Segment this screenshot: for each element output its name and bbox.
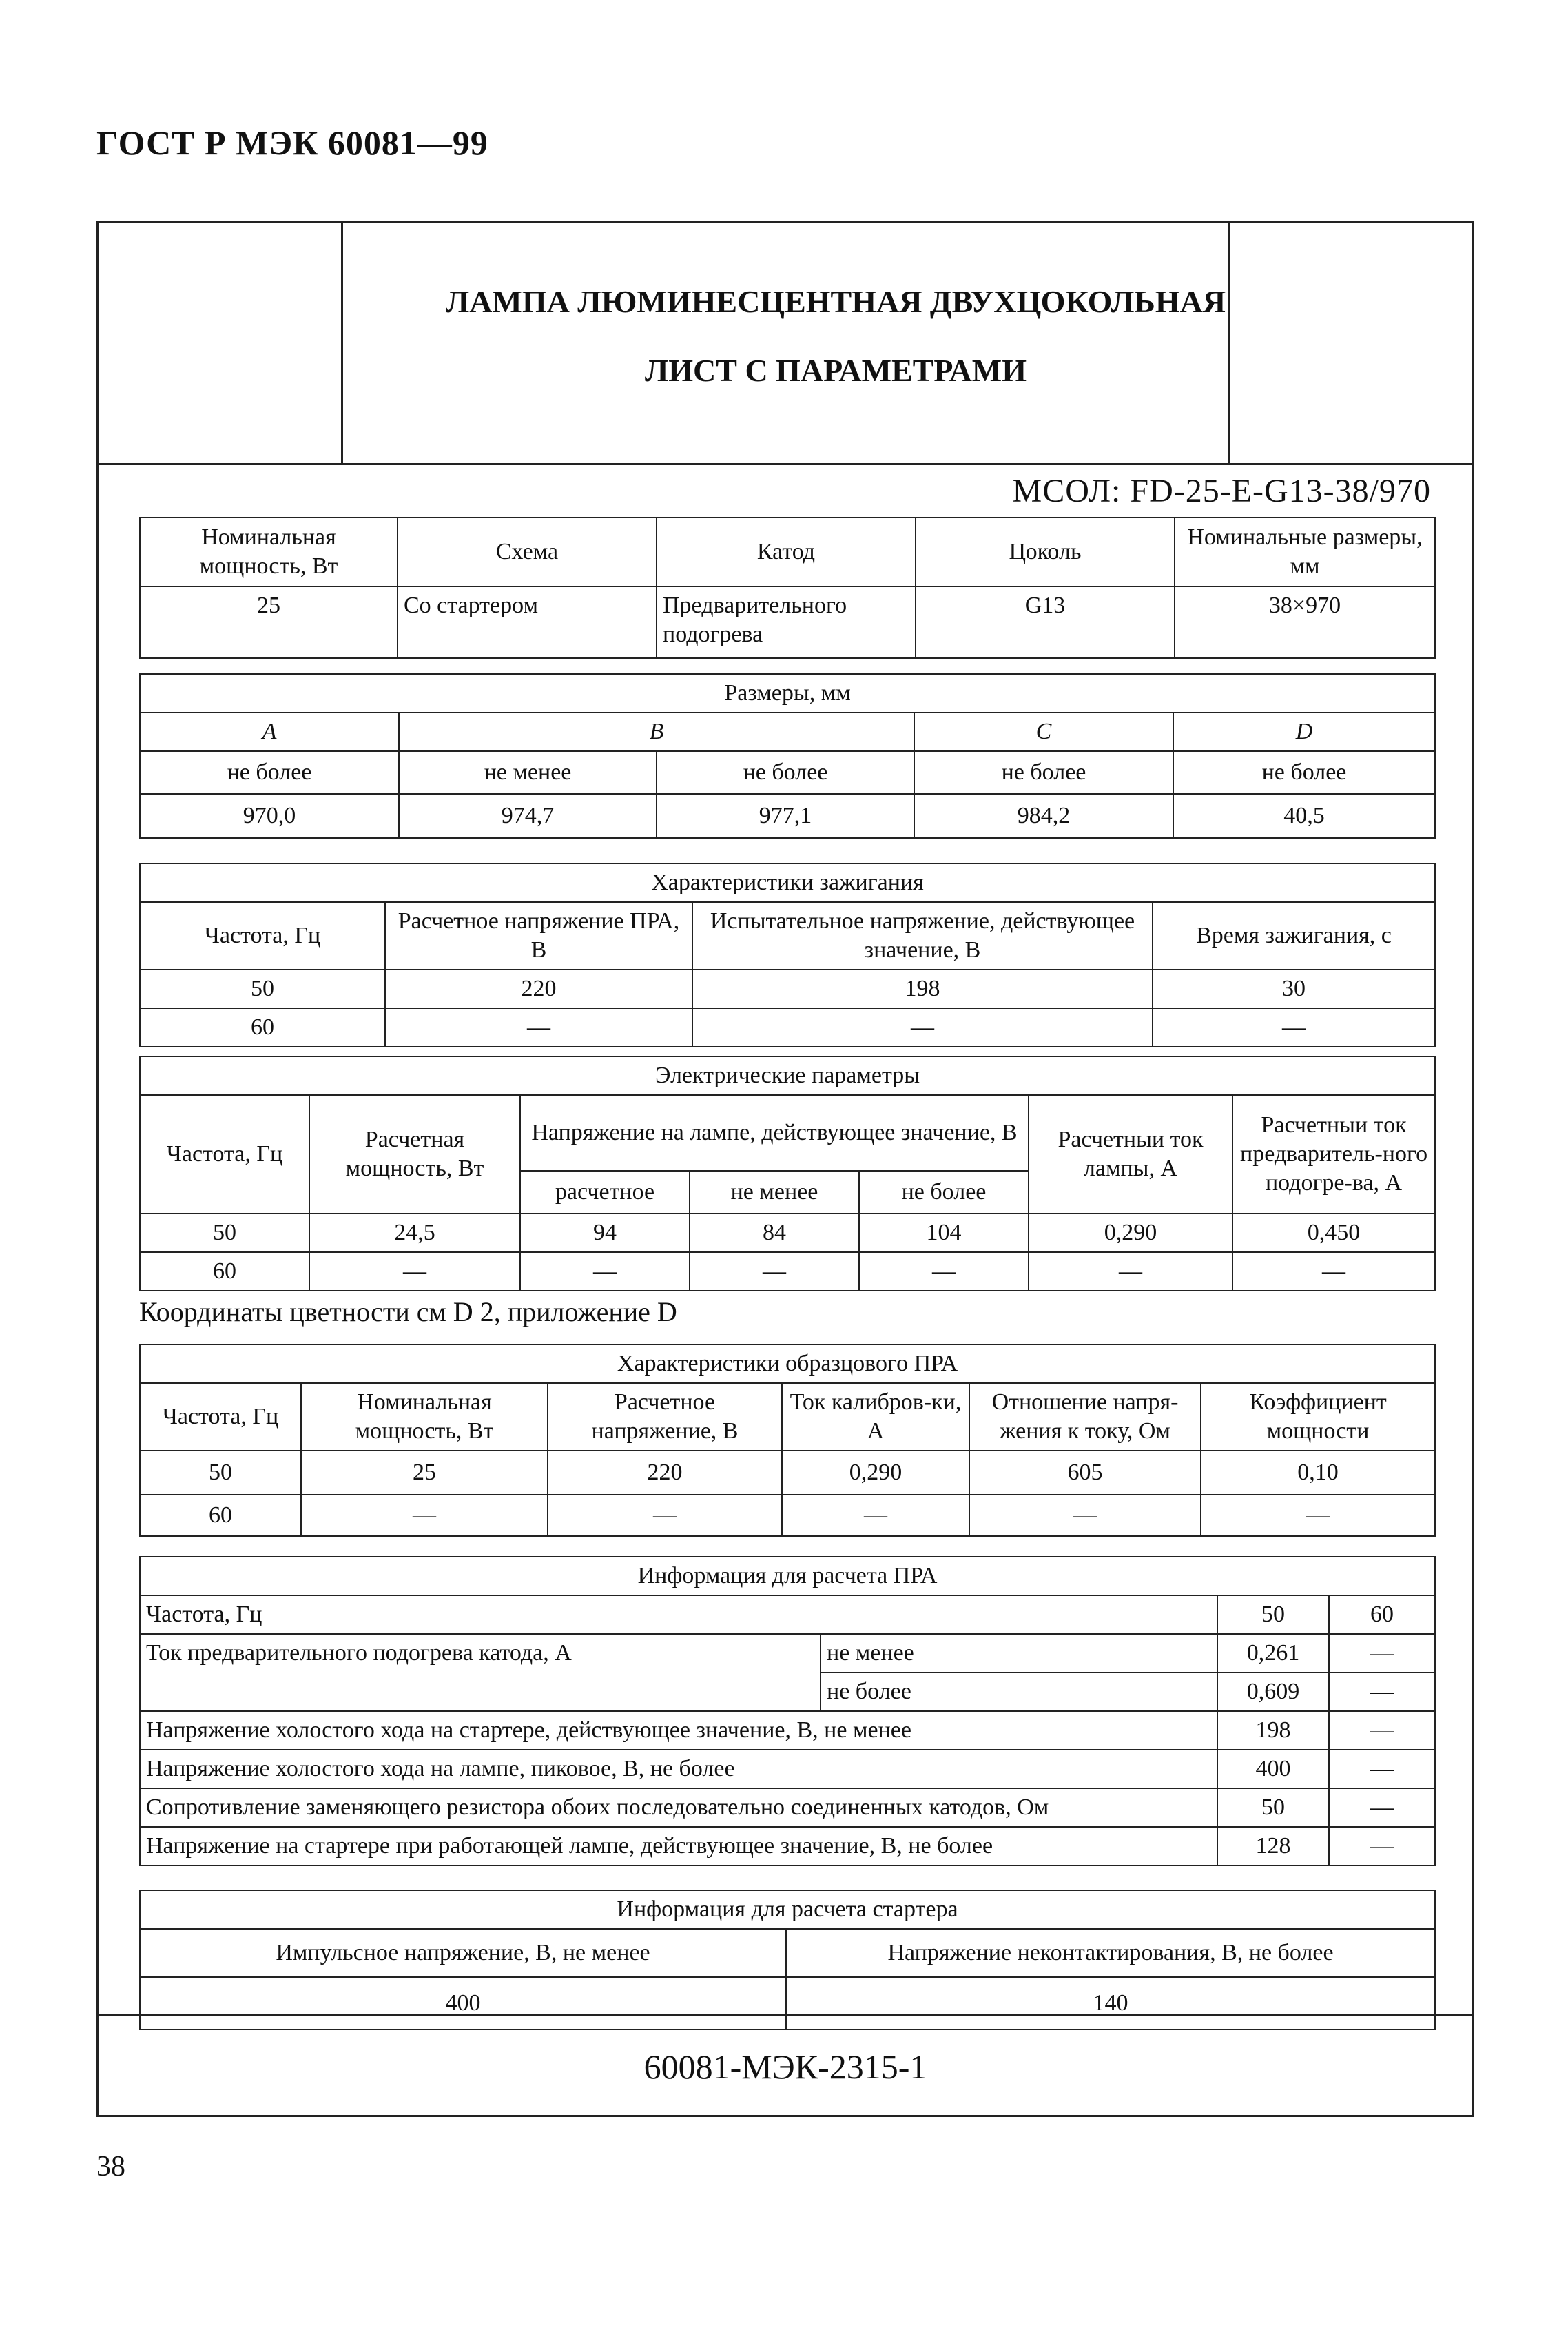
- value-cell: —: [520, 1252, 690, 1291]
- table-row: [140, 794, 1435, 838]
- header-cell: Катод: [657, 518, 916, 586]
- table-row: [140, 1977, 1435, 2029]
- value-cell: 0,10: [1201, 1451, 1435, 1495]
- limit-cell: не более: [1173, 751, 1435, 794]
- value-cell: —: [1329, 1711, 1435, 1750]
- value-cell: 50: [140, 1451, 301, 1495]
- header-cell: Импульсное напряжение, В, не менее: [140, 1929, 786, 1977]
- value-cell: 50: [140, 1214, 309, 1252]
- value-cell: —: [690, 1252, 859, 1291]
- sheet-title: ЛАМПА ЛЮМИНЕСЦЕНТНАЯ ДВУХЦОКОЛЬНАЯ: [445, 284, 1226, 319]
- header-cell: Схема: [398, 518, 657, 586]
- value-cell: 24,5: [309, 1214, 520, 1252]
- table-row: [140, 970, 1435, 1008]
- limit-cell: не более: [914, 751, 1173, 794]
- value-cell: —: [1329, 1673, 1435, 1711]
- table-title: Информация для расчета ПРА: [140, 1557, 1435, 1595]
- value-cell: 60: [1329, 1595, 1435, 1634]
- electrical-parameters-table: [139, 1056, 1436, 1291]
- value-cell: 50: [140, 970, 385, 1008]
- value-cell: 984,2: [914, 794, 1173, 838]
- value-cell: 220: [548, 1451, 782, 1495]
- value-cell: —: [1329, 1750, 1435, 1788]
- value-cell: 60: [140, 1008, 385, 1047]
- row-label: Сопротивление заменяющего резистора обоих последовательно соединенных катодов, Ом: [140, 1788, 1217, 1827]
- header-cell: Ток калибров-ки, А: [782, 1383, 969, 1451]
- row-label: Напряжение холостого хода на лампе, пиковое, В, не более: [140, 1750, 1217, 1788]
- dimension-letter: A: [140, 713, 399, 751]
- subheader-cell: не менее: [690, 1171, 859, 1214]
- value-cell: —: [1029, 1252, 1232, 1291]
- sheet-code: 60081-МЭК-2315-1: [99, 2014, 1472, 2115]
- value-cell: —: [969, 1495, 1201, 1536]
- ignition-table: [139, 863, 1436, 1047]
- row-label: Ток предварительного подогрева катода, А: [140, 1634, 821, 1711]
- value-cell: 60: [140, 1252, 309, 1291]
- dimension-letter: D: [1173, 713, 1435, 751]
- page-number: 38: [96, 2151, 125, 2182]
- value-cell: 30: [1153, 970, 1435, 1008]
- value-cell: —: [301, 1495, 548, 1536]
- table-row: [140, 1451, 1435, 1495]
- value-cell: 94: [520, 1214, 690, 1252]
- value-cell: 140: [786, 1977, 1435, 2029]
- value-cell: 50: [1217, 1788, 1329, 1827]
- value-cell: 0,261: [1217, 1634, 1329, 1673]
- value-cell: —: [1232, 1252, 1435, 1291]
- header-cell: Номинальная мощность, Вт: [140, 518, 398, 586]
- table-row: [140, 1383, 1435, 1451]
- table-title: Характеристики зажигания: [140, 863, 1435, 902]
- row-label: Напряжение холостого хода на стартере, действующее значение, В, не менее: [140, 1711, 1217, 1750]
- table-row: [140, 1595, 1435, 1634]
- value-cell: —: [692, 1008, 1153, 1047]
- value-cell: 38×970: [1175, 586, 1435, 658]
- reference-ballast-table: [139, 1344, 1436, 1537]
- value-cell: G13: [916, 586, 1175, 658]
- lamp-designation: МСОЛ: FD-25-E-G13-38/970: [1012, 473, 1431, 509]
- table-row: [140, 1929, 1435, 1977]
- table-row: [140, 1008, 1435, 1047]
- chromaticity-note: Координаты цветности см D 2, приложение D: [139, 1296, 677, 1327]
- table-row: [140, 1788, 1435, 1827]
- header-cell: Частота, Гц: [140, 902, 385, 970]
- subheader-cell: расчетное: [520, 1171, 690, 1214]
- table-row: [140, 1890, 1435, 1929]
- value-cell: 400: [140, 1977, 786, 2029]
- dimension-letter: C: [914, 713, 1173, 751]
- value-cell: —: [782, 1495, 969, 1536]
- header-cell: Расчетное напряжение, В: [548, 1383, 782, 1451]
- header-cell: Расчетное напряжение ПРА, В: [385, 902, 692, 970]
- value-cell: Со стартером: [398, 586, 657, 658]
- value-cell: —: [1329, 1827, 1435, 1865]
- table-row: [140, 1827, 1435, 1865]
- value-cell: —: [859, 1252, 1029, 1291]
- table-row: [140, 863, 1435, 902]
- title-block: [99, 223, 1472, 465]
- table-row: [140, 1711, 1435, 1750]
- value-cell: 40,5: [1173, 794, 1435, 838]
- value-cell: 198: [1217, 1711, 1329, 1750]
- table-title: Характеристики образцового ПРА: [140, 1344, 1435, 1383]
- header-cell: Расчетныи ток предваритель-ного подогре-ва, А: [1232, 1095, 1435, 1214]
- table-title: Информация для расчета стартера: [140, 1890, 1435, 1929]
- table-row: [140, 751, 1435, 794]
- table-row: [140, 1252, 1435, 1291]
- table-row: [140, 1495, 1435, 1536]
- header-cell: Напряжение на лампе, действующее значение, В: [520, 1095, 1029, 1171]
- header-cell: Частота, Гц: [140, 1095, 309, 1214]
- table-row: [140, 1095, 1435, 1171]
- value-cell: —: [1201, 1495, 1435, 1536]
- header-cell: Напряжение неконтактирования, В, не более: [786, 1929, 1435, 1977]
- dimension-letter: B: [399, 713, 914, 751]
- value-cell: 977,1: [657, 794, 914, 838]
- header-cell: Коэффициент мощности: [1201, 1383, 1435, 1451]
- value-cell: 0,450: [1232, 1214, 1435, 1252]
- value-cell: 25: [301, 1451, 548, 1495]
- row-label: Частота, Гц: [140, 1595, 1217, 1634]
- value-cell: 0,290: [782, 1451, 969, 1495]
- sheet-subtitle: ЛИСТ С ПАРАМЕТРАМИ: [644, 353, 1027, 388]
- value-cell: 198: [692, 970, 1153, 1008]
- value-cell: 220: [385, 970, 692, 1008]
- header-cell: Испытательное напряжение, действующее значение, В: [692, 902, 1153, 970]
- value-cell: 128: [1217, 1827, 1329, 1865]
- value-cell: —: [1153, 1008, 1435, 1047]
- value-cell: 50: [1217, 1595, 1329, 1634]
- header-cell: Номинальная мощность, Вт: [301, 1383, 548, 1451]
- value-cell: 974,7: [399, 794, 657, 838]
- header-cell: Отношение напря-жения к току, Ом: [969, 1383, 1201, 1451]
- value-cell: 25: [140, 586, 398, 658]
- title-divider-right: [1228, 223, 1230, 463]
- document-header: ГОСТ Р МЭК 60081—99: [96, 123, 488, 162]
- value-cell: 0,609: [1217, 1673, 1329, 1711]
- value-cell: —: [385, 1008, 692, 1047]
- header-cell: Цоколь: [916, 518, 1175, 586]
- table-row: [140, 586, 1435, 658]
- table-title: Электрические параметры: [140, 1056, 1435, 1095]
- table-row: [140, 902, 1435, 970]
- header-cell: Расчетная мощность, Вт: [309, 1095, 520, 1214]
- subheader-cell: не более: [859, 1171, 1029, 1214]
- header-cell: Номинальные размеры, мм: [1175, 518, 1435, 586]
- table-row: [140, 1750, 1435, 1788]
- value-cell: Предварительного подогрева: [657, 586, 916, 658]
- dimensions-table: [139, 673, 1436, 839]
- value-cell: 104: [859, 1214, 1029, 1252]
- table-row: [140, 1056, 1435, 1095]
- limit-cell: не более: [140, 751, 399, 794]
- table-row: [140, 1634, 1435, 1673]
- value-cell: —: [548, 1495, 782, 1536]
- main-characteristics-table: [139, 517, 1436, 659]
- table-row: [140, 713, 1435, 751]
- value-cell: 0,290: [1029, 1214, 1232, 1252]
- table-row: [140, 518, 1435, 586]
- value-cell: 605: [969, 1451, 1201, 1495]
- row-sublabel: не более: [821, 1673, 1217, 1711]
- value-cell: 60: [140, 1495, 301, 1536]
- header-cell: Расчетныи ток лампы, А: [1029, 1095, 1232, 1214]
- header-cell: Частота, Гц: [140, 1383, 301, 1451]
- row-sublabel: не менее: [821, 1634, 1217, 1673]
- limit-cell: не менее: [399, 751, 657, 794]
- title-divider-left: [341, 223, 343, 463]
- value-cell: —: [309, 1252, 520, 1291]
- table-row: [140, 1344, 1435, 1383]
- value-cell: —: [1329, 1634, 1435, 1673]
- table-row: [140, 1214, 1435, 1252]
- limit-cell: не более: [657, 751, 914, 794]
- row-label: Напряжение на стартере при работающей лампе, действующее значение, В, не более: [140, 1827, 1217, 1865]
- value-cell: —: [1329, 1788, 1435, 1827]
- header-cell: Время зажигания, с: [1153, 902, 1435, 970]
- value-cell: 970,0: [140, 794, 399, 838]
- table-title: Размеры, мм: [140, 674, 1435, 713]
- value-cell: 400: [1217, 1750, 1329, 1788]
- ballast-calculation-table: [139, 1556, 1436, 1866]
- starter-calculation-table: [139, 1890, 1436, 2030]
- table-row: [140, 1557, 1435, 1595]
- value-cell: 84: [690, 1214, 859, 1252]
- table-row: [140, 674, 1435, 713]
